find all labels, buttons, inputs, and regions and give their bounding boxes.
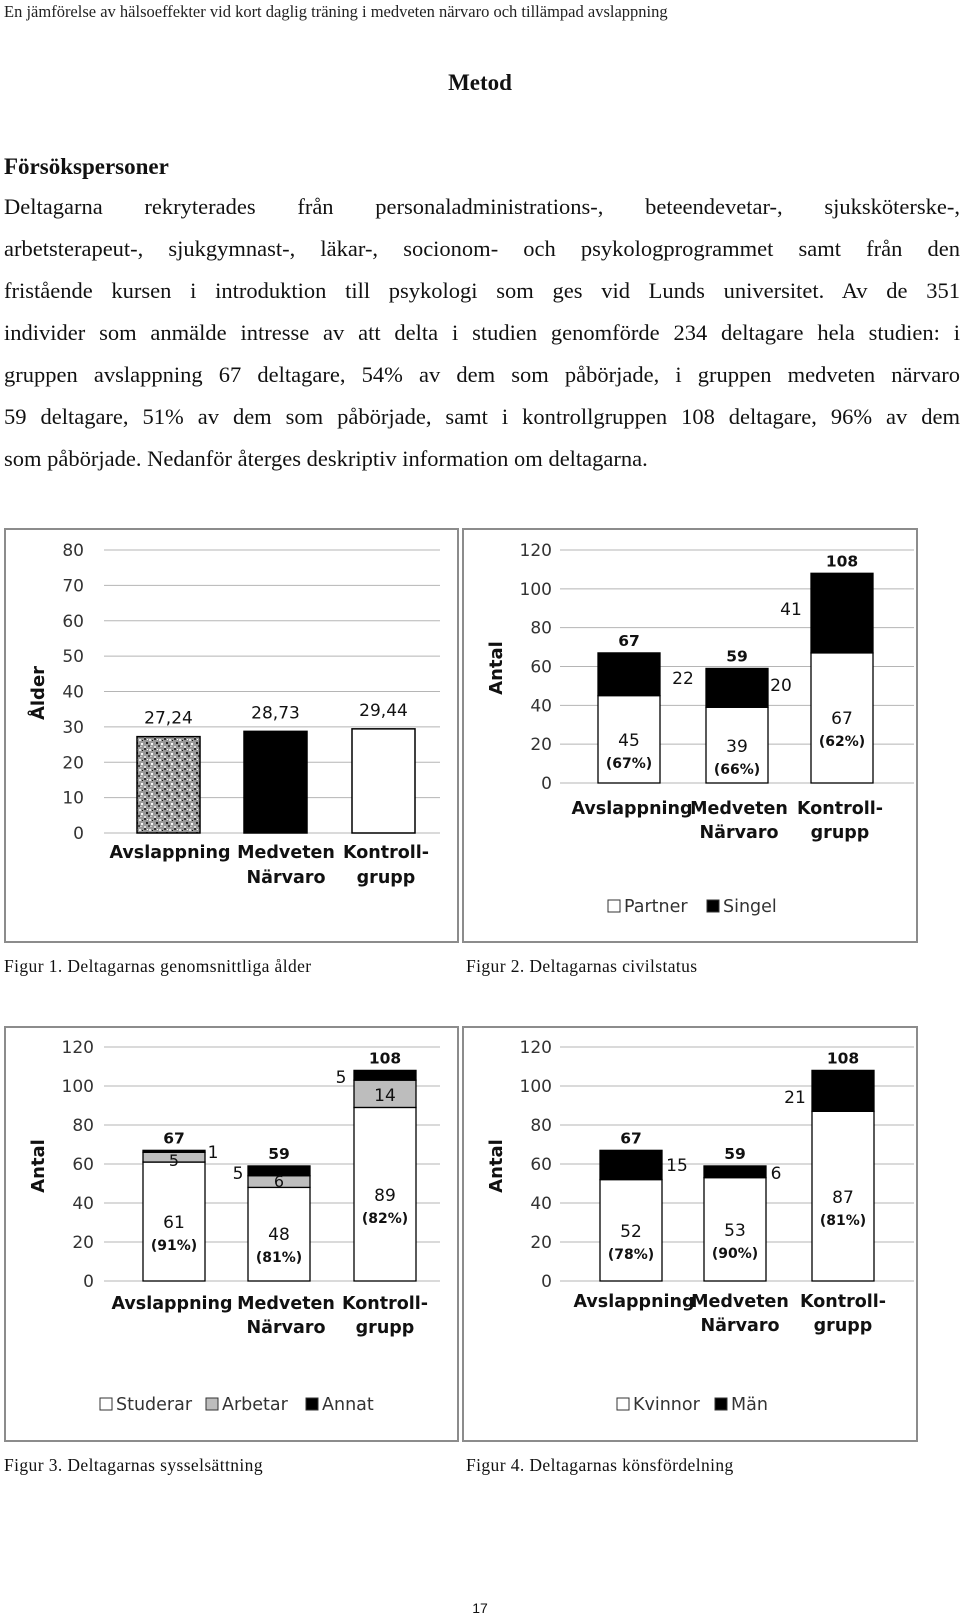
category-label: Avslappning bbox=[111, 1294, 233, 1314]
y-tick-label: 30 bbox=[62, 717, 84, 738]
segment-label: 67 bbox=[831, 709, 853, 729]
segment-label: 6 bbox=[770, 1164, 782, 1184]
category-label: grupp bbox=[356, 868, 416, 888]
y-tick-label: 100 bbox=[519, 579, 552, 600]
y-tick-label: 60 bbox=[72, 1155, 94, 1175]
percent-label: (78%) bbox=[607, 1247, 655, 1263]
total-label: 108 bbox=[826, 1049, 860, 1068]
percent-label: (91%) bbox=[150, 1238, 198, 1254]
bar-segment bbox=[811, 573, 873, 653]
percent-label: (81%) bbox=[819, 1213, 867, 1229]
y-tick-label: 80 bbox=[62, 541, 84, 561]
segment-label: 53 bbox=[724, 1221, 746, 1241]
segment-label: 61 bbox=[163, 1213, 185, 1233]
data-label: 29,44 bbox=[359, 700, 408, 721]
segment-label: 48 bbox=[268, 1225, 290, 1245]
category-label: Avslappning bbox=[109, 843, 231, 863]
legend-swatch bbox=[306, 1398, 318, 1410]
category-label: Kontroll- bbox=[341, 1294, 429, 1314]
category-label: Medveten bbox=[237, 1294, 335, 1314]
legend-swatch bbox=[707, 900, 719, 912]
paragraph-line: individer som anmälde intresse av att delta i studien genomförde 234 deltagare hela studien: i bbox=[4, 320, 960, 345]
y-tick-label: 70 bbox=[62, 576, 84, 597]
segment-label: 41 bbox=[780, 600, 802, 620]
total-label: 59 bbox=[726, 647, 748, 666]
y-axis-label: Ålder bbox=[28, 665, 49, 721]
y-tick-label: 60 bbox=[530, 657, 552, 678]
page-number: 17 bbox=[472, 1600, 488, 1616]
total-label: 108 bbox=[368, 1049, 402, 1068]
figure-2-caption: Figur 2. Deltagarnas civilstatus bbox=[466, 956, 698, 976]
legend-swatch bbox=[206, 1398, 218, 1410]
total-label: 67 bbox=[618, 631, 640, 650]
percent-label: (82%) bbox=[361, 1211, 409, 1227]
y-tick-label: 120 bbox=[61, 1038, 94, 1058]
figure-4 bbox=[462, 1026, 918, 1442]
category-label: Kontroll- bbox=[799, 1292, 887, 1312]
segment-label: 15 bbox=[666, 1156, 688, 1176]
percent-label: (67%) bbox=[605, 756, 653, 772]
total-label: 67 bbox=[620, 1129, 642, 1148]
figure-4-chart bbox=[462, 1026, 918, 1442]
y-tick-label: 60 bbox=[62, 611, 84, 632]
category-label: grupp bbox=[355, 1318, 415, 1338]
segment-label: 89 bbox=[374, 1186, 396, 1206]
segment-label: 14 bbox=[374, 1086, 396, 1106]
legend-label: Singel bbox=[723, 897, 777, 917]
segment-label: 5 bbox=[232, 1164, 244, 1184]
y-axis-label: Antal bbox=[486, 1139, 507, 1193]
legend-swatch bbox=[617, 1398, 629, 1410]
paragraph-line: gruppen avslappning 67 deltagare, 54% av dem som påbörjade, i gruppen medveten närvaro bbox=[4, 362, 960, 387]
figure-1 bbox=[4, 528, 459, 943]
category-label: Medveten bbox=[690, 799, 788, 819]
segment-label: 1 bbox=[207, 1143, 219, 1163]
legend-label: Arbetar bbox=[222, 1395, 288, 1415]
percent-label: (62%) bbox=[818, 734, 866, 750]
category-label: Närvaro bbox=[699, 823, 779, 843]
data-label: 28,73 bbox=[251, 703, 300, 724]
segment-label: 87 bbox=[832, 1188, 854, 1208]
y-tick-label: 0 bbox=[541, 774, 552, 794]
y-tick-label: 40 bbox=[530, 696, 552, 717]
total-label: 108 bbox=[825, 552, 859, 571]
category-label: Avslappning bbox=[571, 799, 693, 819]
category-label: Närvaro bbox=[246, 868, 326, 888]
paragraph-line: arbetsterapeut-, sjukgymnast-, läkar-, socionom- och psykologprogrammet samt från den bbox=[4, 236, 960, 261]
category-label: Medveten bbox=[237, 843, 335, 863]
y-tick-label: 40 bbox=[62, 682, 84, 703]
y-tick-label: 80 bbox=[530, 1116, 552, 1136]
segment-label: 6 bbox=[273, 1172, 285, 1191]
y-tick-label: 120 bbox=[519, 1038, 552, 1058]
running-head: En jämförelse av hälsoeffekter vid kort daglig träning i medveten närvaro och tillämpad avslappning bbox=[4, 2, 668, 21]
total-label: 59 bbox=[724, 1144, 746, 1163]
legend-label: Kvinnor bbox=[633, 1395, 700, 1415]
legend-swatch bbox=[715, 1398, 727, 1410]
category-label: grupp bbox=[810, 823, 870, 843]
paragraph-line: Deltagarna rekryterades från personaladministrations-, beteendevetar-, sjuksköterske-, bbox=[4, 194, 960, 219]
y-tick-label: 60 bbox=[530, 1155, 552, 1175]
figure-2-chart bbox=[462, 528, 918, 943]
legend-label: Män bbox=[731, 1395, 768, 1415]
subsection-title: Försökspersoner bbox=[4, 154, 169, 179]
bar-segment bbox=[706, 668, 768, 707]
legend-swatch bbox=[100, 1398, 112, 1410]
segment-label: 22 bbox=[672, 669, 694, 689]
y-tick-label: 20 bbox=[62, 753, 84, 774]
category-label: Närvaro bbox=[700, 1316, 780, 1336]
y-tick-label: 80 bbox=[530, 618, 552, 639]
y-tick-label: 40 bbox=[530, 1194, 552, 1214]
y-tick-label: 0 bbox=[541, 1272, 552, 1292]
bar-segment bbox=[704, 1166, 766, 1178]
legend-label: Studerar bbox=[116, 1395, 193, 1415]
segment-label: 52 bbox=[620, 1222, 642, 1242]
y-tick-label: 0 bbox=[83, 1272, 94, 1292]
figure-1-caption: Figur 1. Deltagarnas genomsnittliga ålder bbox=[4, 956, 312, 976]
category-label: grupp bbox=[813, 1316, 873, 1336]
segment-label: 20 bbox=[770, 676, 792, 696]
segment-label: 39 bbox=[726, 737, 748, 757]
figure-3-caption: Figur 3. Deltagarnas sysselsättning bbox=[4, 1455, 263, 1475]
y-tick-label: 120 bbox=[519, 541, 552, 561]
figure-1-chart bbox=[4, 528, 459, 943]
segment-label: 5 bbox=[335, 1068, 347, 1088]
figure-3-chart bbox=[4, 1026, 459, 1442]
total-label: 59 bbox=[268, 1144, 290, 1163]
figure-2 bbox=[462, 528, 918, 943]
percent-label: (90%) bbox=[711, 1246, 759, 1262]
bar bbox=[352, 729, 415, 833]
legend-label: Annat bbox=[322, 1395, 374, 1415]
bar-segment bbox=[354, 1070, 416, 1080]
bar bbox=[137, 737, 200, 833]
data-label: 27,24 bbox=[144, 708, 193, 729]
y-tick-label: 80 bbox=[72, 1116, 94, 1136]
section-title: Metod bbox=[448, 70, 512, 95]
percent-label: (66%) bbox=[713, 762, 761, 778]
legend-label: Partner bbox=[624, 897, 688, 917]
bar-segment bbox=[598, 653, 660, 696]
y-axis-label: Antal bbox=[28, 1139, 49, 1193]
category-label: Kontroll- bbox=[796, 799, 884, 819]
y-tick-label: 50 bbox=[62, 647, 84, 668]
total-label: 67 bbox=[163, 1129, 185, 1148]
bar bbox=[244, 731, 307, 833]
segment-label: 5 bbox=[168, 1151, 180, 1170]
paragraph-line: som påbörjade. Nedanför återges deskriptiv information om deltagarna. bbox=[4, 446, 648, 471]
category-label: Närvaro bbox=[246, 1318, 326, 1338]
bar-segment bbox=[812, 1070, 874, 1111]
legend-swatch bbox=[608, 900, 620, 912]
y-tick-label: 0 bbox=[73, 824, 84, 844]
figure-3 bbox=[4, 1026, 459, 1442]
figure-4-caption: Figur 4. Deltagarnas könsfördelning bbox=[466, 1455, 734, 1475]
category-label: Medveten bbox=[691, 1292, 789, 1312]
y-tick-label: 40 bbox=[72, 1194, 94, 1214]
y-tick-label: 100 bbox=[61, 1077, 94, 1097]
percent-label: (81%) bbox=[255, 1250, 303, 1266]
paragraph-line: 59 deltagare, 51% av dem som påbörjade, samt i kontrollgruppen 108 deltagare, 96% av dem bbox=[4, 404, 960, 429]
y-tick-label: 100 bbox=[519, 1077, 552, 1097]
y-tick-label: 20 bbox=[530, 735, 552, 756]
y-tick-label: 20 bbox=[72, 1233, 94, 1253]
y-tick-label: 10 bbox=[62, 788, 84, 809]
bar-segment bbox=[600, 1150, 662, 1179]
category-label: Kontroll- bbox=[342, 843, 430, 863]
y-axis-label: Antal bbox=[486, 641, 507, 695]
category-label: Avslappning bbox=[573, 1292, 695, 1312]
segment-label: 45 bbox=[618, 731, 640, 751]
body-paragraph bbox=[4, 186, 960, 480]
y-tick-label: 20 bbox=[530, 1233, 552, 1253]
paragraph-line: fristående kursen i introduktion till psykologi som ges vid Lunds universitet. Av de 351 bbox=[4, 278, 960, 303]
segment-label: 21 bbox=[784, 1088, 806, 1108]
